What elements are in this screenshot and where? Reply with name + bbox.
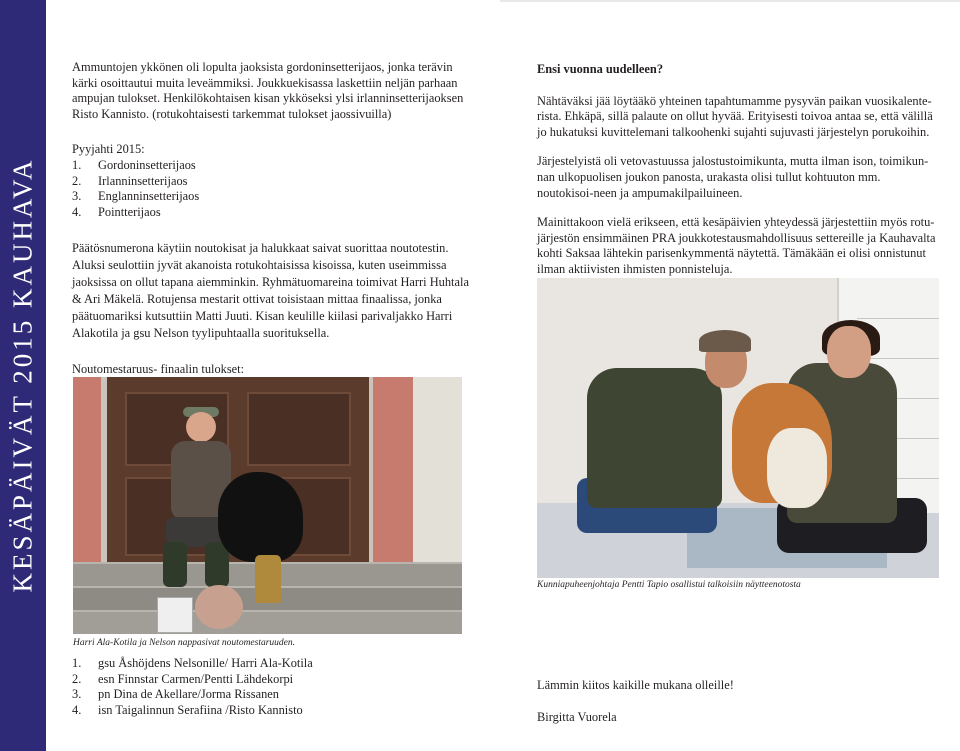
final-results-list <box>72 656 472 718</box>
thanks-text: Lämmin kiitos kaikille mukana olleille! <box>537 678 734 692</box>
list-item: 4. Pointterijaos <box>72 204 161 219</box>
signature: Birgitta Vuorela <box>537 710 617 724</box>
team-heading: Pyyjahti 2015: <box>72 142 145 157</box>
list-item: 3. Englanninsetterijaos <box>72 189 200 204</box>
right-paragraph-1: Nähtäväksi jää löytääkö yhteinen tapahtumamme pysyvän paikan vuosikalente-rista. Ehkäpä, sillä palaute on ollut hyvää. Erityisesti toivoa antaa se, että välillä jo hukatuksi kuvittelemani talkoohenki sujahti sujuvasti järjestelyn porukoihin. <box>537 93 933 139</box>
list-item: 1. gsu Åshöjdens Nelsonille/ Harri Ala-Kotila <box>72 656 313 670</box>
list-item: 4. isn Taigalinnun Serafiina /Risto Kannisto <box>72 702 303 717</box>
left-column <box>72 60 472 378</box>
winner-photo <box>73 377 462 634</box>
final-results-block <box>72 656 472 718</box>
right-paragraph-2: Järjestelyistä oli vetovastuussa jalostustoimikunta, mutta ilman ison, toimikun-nan ulkopuolisen joukon panosta, urakasta olisi tullut kohtuuton mm. noutokisoi-neen ja ampumakilpailuineen. <box>537 154 929 200</box>
left-photo-caption: Harri Ala-Kotila ja Nelson nappasivat noutomestaruuden. <box>73 638 296 648</box>
list-item: 2. Irlanninsetterijaos <box>72 173 188 188</box>
right-paragraph-3: Mainittakoon vielä erikseen, että kesäpäivien yhteydessä järjestettiin myös rotu-järjestön ensimmäinen PRA joukkotestausmahdollisuus settereille ja Kauhavalta kohti Saksaa lähtekin parisenkymmentä näytettä. Tämäkään ei olisi onnistunut ilman aktiivisten ihmisten ponnisteluja. <box>537 215 936 276</box>
sidebar-band <box>0 0 46 751</box>
final-heading: Noutomestaruus- finaalin tulokset: <box>72 362 245 377</box>
intro-paragraph: Ammuntojen ykkönen oli lopulta jaoksista gordoninsetterijaos, jonka terävin kärki osoittautui muita leveämmiksi. Joukkuekisassa laskettiin neljän parhaan ampujan tulokset. Henkilökohtaisen kisan ykköseksi ylsi irlanninsetterijaoksen Risto Kannisto. (rotukohtaisesti tarkemmat tulokset jaossivuilla) <box>72 60 464 121</box>
finals-paragraph: Päätösnumerona käytiin noutokisat ja halukkaat saivat suorittaa noutotestin. Aluksi seulottiin jyvät akanoista rotukohtaisissa kisoissa, kuten useimmissa jaoksissa on ollut tapana aiemminkin. Ryhmätuomareina toimivat Harri Huhtala & Ari Mäkelä. Rotujensa mestarit ottivat toisistaan mittaa finaalissa, jonka päätuomariksi kutsuttiin Matti Juuti. Kisan keulille kiilasi parivaljakko Harri Alakotila ja gsu Nelson tyylipuhtaalla suorituksella. <box>72 241 469 341</box>
sampling-photo <box>537 278 939 578</box>
sidebar-title: KESÄPÄIVÄT 2015 KAUHAVA <box>7 157 38 593</box>
section-heading: Ensi vuonna uudelleen? <box>537 62 664 76</box>
right-column <box>537 62 939 278</box>
top-rule <box>500 0 960 2</box>
team-results-list <box>72 158 472 220</box>
list-item: 1. Gordoninsetterijaos <box>72 157 196 172</box>
list-item: 2. esn Finnstar Carmen/Pentti Lähdekorpi <box>72 671 294 686</box>
right-photo-caption: Kunniapuheenjohtaja Pentti Tapio osallistui talkoisiin näytteenotosta <box>537 580 801 590</box>
list-item: 3. pn Dina de Akellare/Jorma Rissanen <box>72 687 279 702</box>
